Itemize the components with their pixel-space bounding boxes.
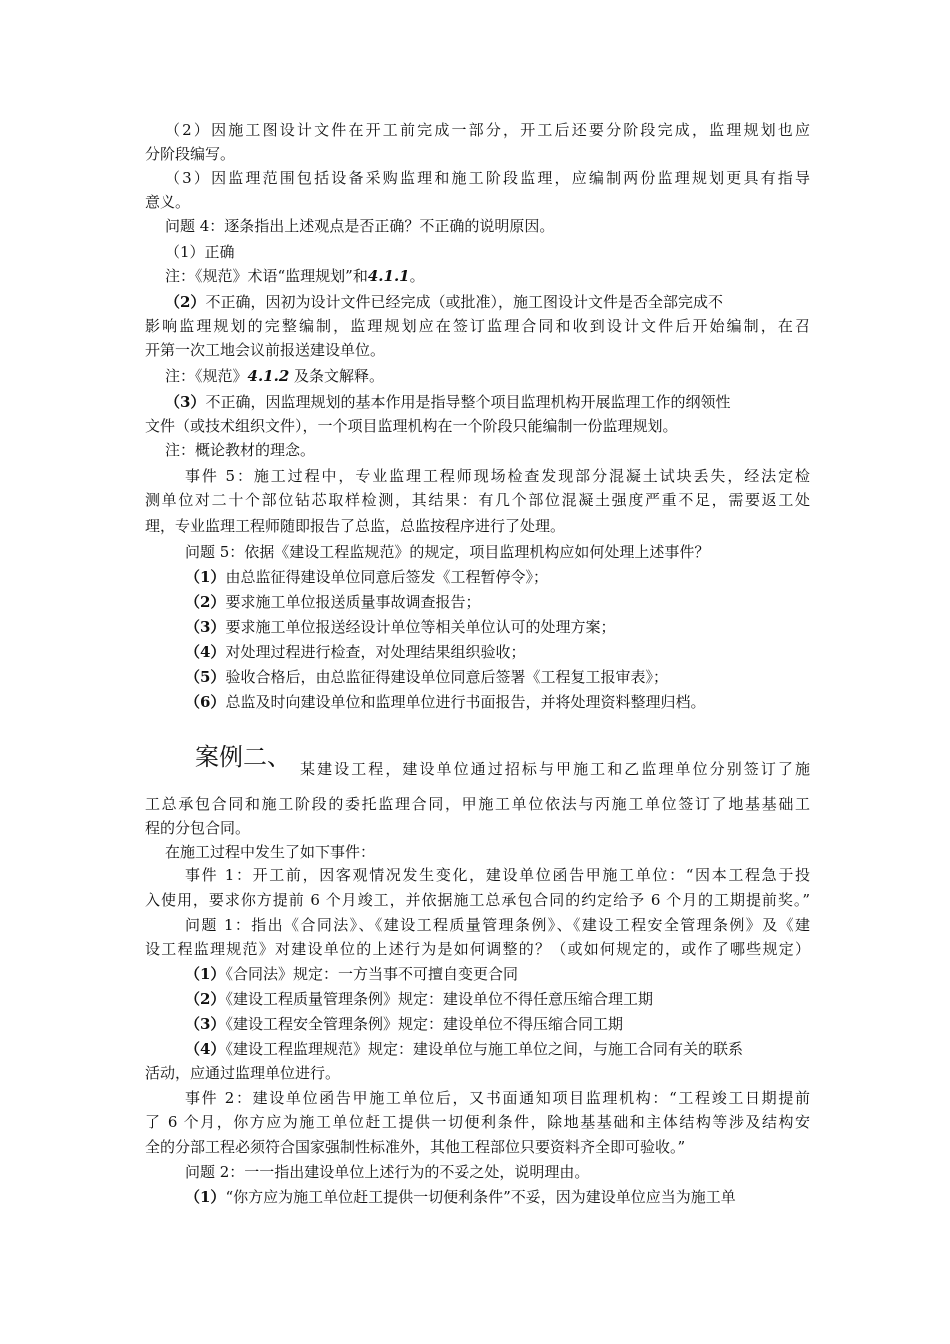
list-item-text: “你方应为施工单位赶工提供一切便利条件”不妥，因为建设单位应当为施工单	[225, 1188, 736, 1206]
event-1-line: 事件 1：开工前，因客观情况发生变化，建设单位函告甲施工单位：“因本工程急于投	[185, 866, 810, 884]
paragraph-line: 工总承包合同和施工阶段的委托监理合同，甲施工单位依法与丙施工单位签订了地基基础工	[145, 795, 810, 813]
paragraph-line: 意义。	[145, 193, 191, 211]
paragraph-line: 理，专业监理工程师随即报告了总监，总监按程序进行了处理。	[145, 517, 566, 535]
list-item	[185, 640, 810, 664]
item-number: （5）	[185, 668, 226, 686]
paragraph-line: 程的分包合同。	[145, 819, 251, 837]
note-text: 注：《规范》术语“监理规划”和	[165, 267, 368, 285]
paragraph-line: 入使用，要求你方提前 6 个月竣工，并依据施工总承包合同的约定给予 6 个月的工期提前奖。”	[145, 891, 810, 909]
item-number: （4）	[185, 643, 226, 661]
item-number: （3）	[185, 1015, 226, 1033]
paragraph-line: 测单位对二十个部位钻芯取样检测，其结果：有几个部位混凝土强度严重不足，需要返工处	[145, 491, 810, 509]
item-number: （1）	[185, 1188, 226, 1206]
paragraph-line: 开第一次工地会议前报送建设单位。	[145, 341, 386, 359]
list-item	[185, 987, 810, 1011]
event-5-line: 事件 5：施工过程中，专业监理工程师现场检查发现部分混凝土试块丢失，经法定检	[185, 467, 810, 485]
list-item	[185, 615, 810, 639]
item-number: （6）	[185, 693, 226, 711]
answer-3-line	[165, 390, 810, 414]
item-number: （1）	[185, 568, 226, 586]
list-item-text: 总监及时向建设单位和监理单位进行书面报告，并将处理资料整理归档。	[225, 693, 706, 711]
list-item-text: 对处理过程进行检查，对处理结果组织验收；	[225, 643, 526, 661]
paragraph-line: 影响监理规划的完整编制，监理规划应在签订监理合同和收到设计文件后开始编制，在召	[145, 317, 810, 335]
paragraph-line: 全的分部工程必须符合国家强制性标准外，其他工程部位只要资料齐全即可验收。”	[145, 1138, 686, 1156]
item-number: （3）	[165, 393, 206, 411]
paragraph-line: （2）因施工图设计文件在开工前完成一部分，开工后还要分阶段完成，监理规划也应	[165, 121, 810, 139]
clause-reference: 4.1.2	[247, 367, 290, 385]
answer-1: （1）正确	[165, 243, 235, 261]
list-item-text: 《建设工程监理规范》规定：建设单位与施工单位之间，与施工合同有关的联系	[225, 1040, 743, 1058]
list-item-text: 由总监征得建设单位同意后签发《工程暂停令》；	[225, 568, 548, 586]
list-item	[185, 1037, 810, 1061]
item-number: （1）	[185, 965, 226, 983]
list-item-text: 要求施工单位报送质量事故调查报告；	[225, 593, 481, 611]
question-1-line: 问题 1：指出《合同法》、《建设工程质量管理条例》、《建设工程安全管理条例》及《建	[185, 916, 810, 934]
paragraph-line: 文件（或技术组织文件），一个项目监理机构在一个阶段只能编制一份监理规划。	[145, 417, 678, 435]
list-item-text: 《合同法》规定：一方当事不可擅自变更合同	[225, 965, 518, 983]
paragraph-line: 活动，应通过监理单位进行。	[145, 1064, 341, 1082]
answer-text: 不正确，因初为设计文件已经完成（或批准），施工图设计文件是否全部完成不	[205, 293, 723, 311]
note-text: 及条文解释。	[289, 367, 385, 385]
list-item	[185, 590, 810, 614]
answer-2-line	[165, 290, 810, 314]
question-4: 问题 4：逐条指出上述观点是否正确？不正确的说明原因。	[165, 217, 555, 235]
note-text: 。	[409, 267, 425, 285]
list-item	[185, 565, 810, 589]
paragraph-line: 分阶段编写。	[145, 145, 236, 163]
paragraph-line: 设工程监理规范》对建设单位的上述行为是如何调整的？（或如何规定的，或作了哪些规定）	[145, 940, 810, 958]
item-number: （2）	[185, 990, 226, 1008]
case-2-heading: 案例二、	[195, 743, 291, 771]
list-item-text: 《建设工程安全管理条例》规定：建设单位不得压缩合同工期	[225, 1015, 623, 1033]
note-1	[165, 264, 810, 288]
event-2-line: 事件 2：建设单位函告甲施工单位后，又书面通知项目监理机构：“工程竣工日期提前	[185, 1089, 810, 1107]
item-number: （2）	[185, 593, 226, 611]
item-number: （4）	[185, 1040, 226, 1058]
list-item-text: 验收合格后，由总监征得建设单位同意后签署《工程复工报审表》；	[225, 668, 668, 686]
list-item	[185, 962, 810, 986]
list-item-text: 要求施工单位报送经设计单位等相关单位认可的处理方案；	[225, 618, 616, 636]
clause-reference: 4.1.1	[367, 267, 410, 285]
case-2-intro-line: 某建设工程，建设单位通过招标与甲施工和乙监理单位分别签订了施	[300, 760, 810, 778]
paragraph-line: 了 6 个月，你方应为施工单位赶工提供一切便利条件，除地基基础和主体结构等涉及结构安	[145, 1113, 810, 1131]
note-2	[165, 364, 810, 388]
answer-text: 不正确，因监理规划的基本作用是指导整个项目监理机构开展监理工作的纲领性	[205, 393, 731, 411]
events-intro: 在施工过程中发生了如下事件：	[165, 843, 376, 861]
list-item	[185, 665, 810, 689]
question-5: 问题 5：依据《建设工程监规范》的规定，项目监理机构应如何处理上述事件？	[185, 543, 710, 561]
item-number: （3）	[185, 618, 226, 636]
list-item	[185, 1012, 810, 1036]
question-2: 问题 2：一一指出建设单位上述行为的不妥之处，说明理由。	[185, 1163, 590, 1181]
note-3: 注：概论教材的理念。	[165, 441, 316, 459]
list-item	[185, 1185, 810, 1209]
item-number: （2）	[165, 293, 206, 311]
list-item-text: 《建设工程质量管理条例》规定：建设单位不得任意压缩合理工期	[225, 990, 653, 1008]
list-item	[185, 690, 810, 714]
paragraph-line: （3）因监理范围包括设备采购监理和施工阶段监理，应编制两份监理规划更具有指导	[165, 169, 810, 187]
note-text: 注：《规范》	[165, 367, 248, 385]
